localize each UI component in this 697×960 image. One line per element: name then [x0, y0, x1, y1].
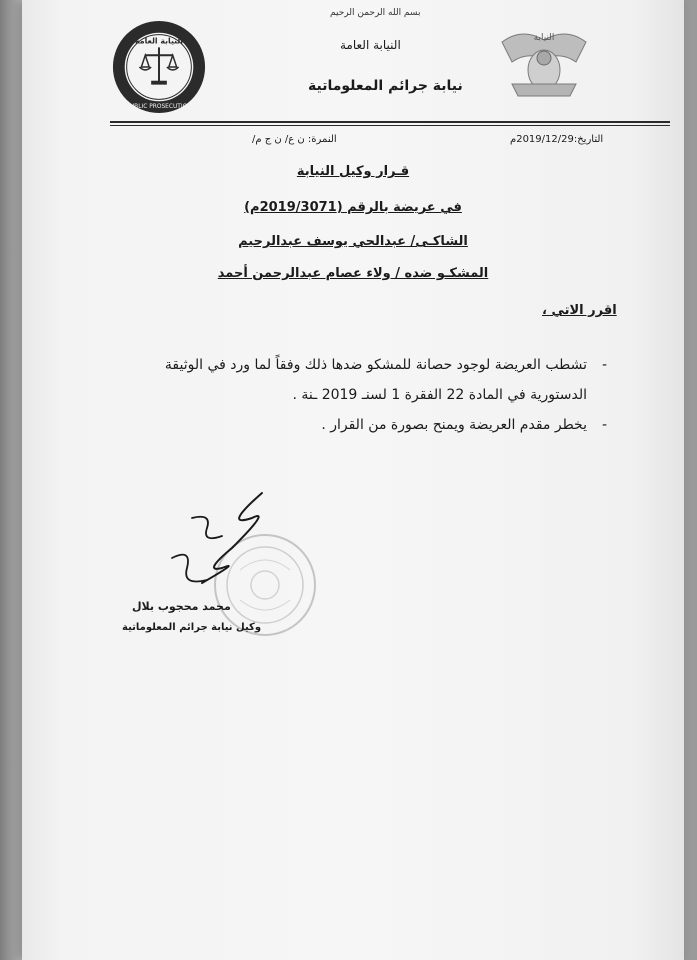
public-prosecution-title: النيابة العامة: [340, 38, 401, 52]
document-page: [22, 0, 684, 960]
logo-left-arabic: النيابة العامة: [135, 36, 183, 46]
handwritten-signature: [162, 488, 292, 598]
decision-item: [117, 410, 607, 440]
sudan-emblem-logo: [492, 22, 596, 114]
public-prosecution-logo: [110, 18, 208, 116]
item-text: يخطر مقدم العريضة ويمنح بصورة من القرار .: [321, 417, 587, 433]
signer-name: محمد محجوب بلال: [132, 600, 231, 613]
complainant: الشاكـى/ عبدالحي يوسف عبدالرحيم: [238, 234, 468, 249]
header-rule-top: [110, 121, 670, 123]
decides-heading: اقرر الاتي ،: [542, 303, 617, 318]
decision-items: [117, 350, 607, 440]
item-dash: -: [601, 417, 607, 433]
logo-right-arabic: النيابة: [533, 33, 555, 43]
signer-title: وكيل نيابة جرائم المعلوماتية: [122, 622, 262, 633]
decision-item: [117, 350, 607, 410]
unit-name: نيابة جرائم المعلوماتية: [308, 78, 463, 94]
item-text: تشطب العريضة لوجود حصانة للمشكو ضدها ذلك وفقاً لما ورد في الوثيقة الدستورية في المادة 22 الفقرة 1 لسنـ 2019 ـنة .: [164, 357, 587, 403]
date-line: التاريخ:2019/12/29م: [510, 134, 604, 145]
logo-left-ring-text: PUBLIC PROSECUTION: [126, 104, 192, 111]
reference-number: النمرة: ن ع/ ن ج م/: [252, 134, 337, 145]
petition-number: في عريضة بالرقم (2019/3071م): [244, 200, 462, 215]
decision-title: قـرار وكيل النيابة: [296, 164, 410, 179]
accused: المشكـو ضده / ولاء عصام عبدالرحمن أحمد: [217, 266, 489, 281]
header-rule-bottom: [110, 125, 670, 126]
basmala: بسم الله الرحمن الرحيم: [330, 8, 421, 18]
page-left-edge: [0, 0, 22, 960]
item-dash: -: [601, 357, 607, 373]
